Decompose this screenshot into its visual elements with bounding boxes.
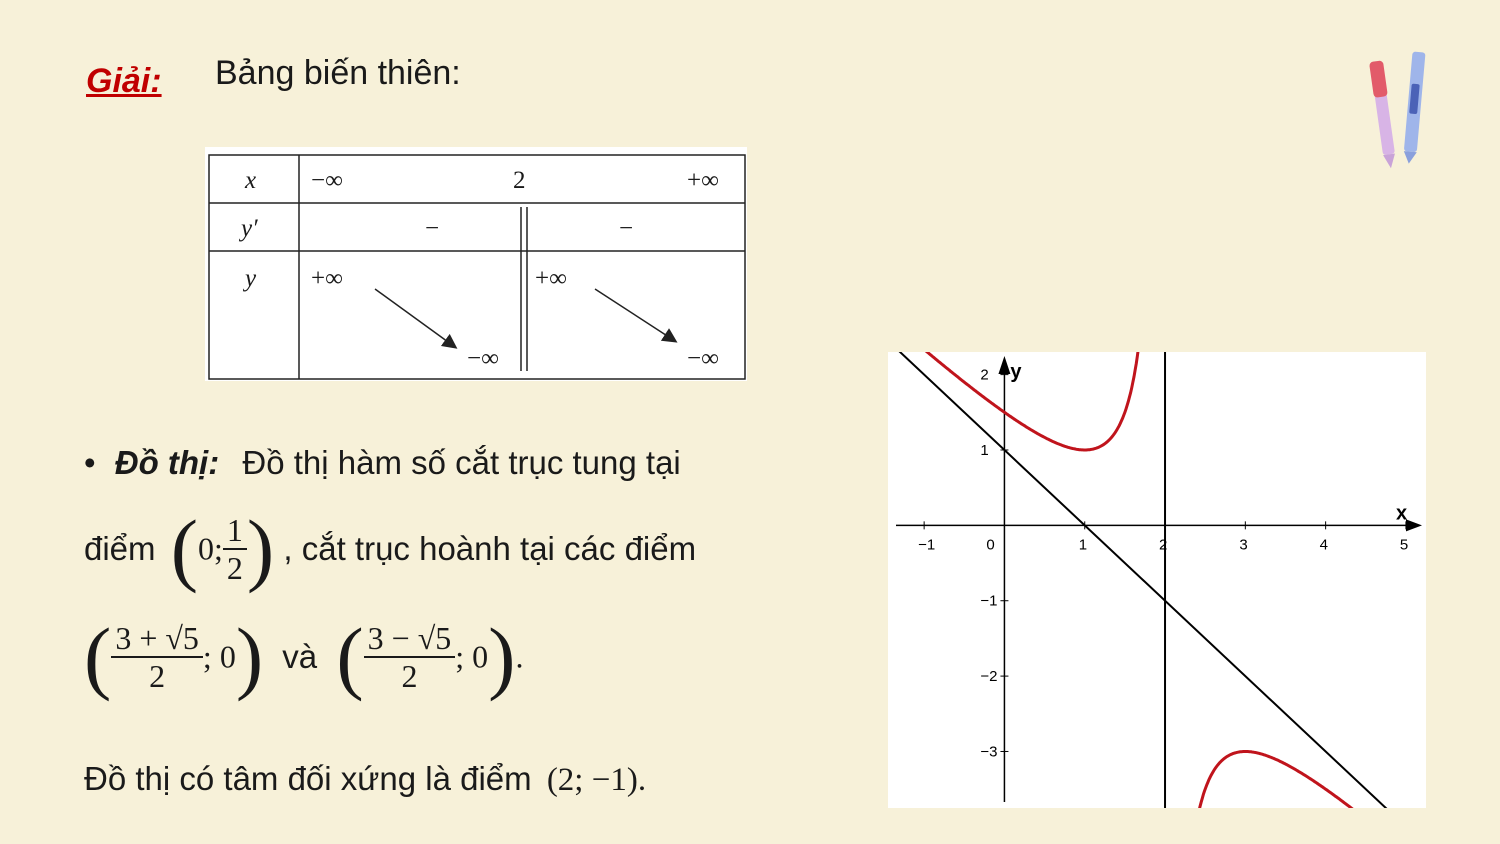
conjunction: và (282, 638, 318, 675)
point-word: điểm (84, 530, 156, 567)
bullet: • (84, 444, 96, 481)
root1-tail: ; 0 (202, 638, 236, 675)
y-axis-arrow (998, 356, 1010, 374)
x-critical-value: 2 (513, 167, 526, 194)
x-tick-label: 5 (1399, 536, 1409, 554)
y-right-bottom: −∞ (687, 345, 719, 372)
y-tick-label: −2 (980, 668, 998, 686)
row-label-x: x (245, 167, 257, 194)
end-period: . (515, 638, 524, 675)
y-intercept-sentence: Đồ thị hàm số cắt trục tung tại (242, 444, 681, 481)
x-plus-infinity: +∞ (687, 167, 719, 194)
x-tick-label: −1 (918, 536, 936, 554)
row-label-derivative: y′ (241, 215, 258, 242)
y-left-bottom: −∞ (467, 345, 499, 372)
x-tick-label: 2 (1159, 536, 1168, 554)
y-tick-label: 1 (980, 441, 989, 459)
symmetry-point: (2; −1). (546, 762, 647, 798)
y-tick-label: −3 (980, 743, 998, 761)
solution-label: Giải: (86, 62, 162, 100)
graph-description-line2: điểm (0; $\frac{1}{2}$ ) , cắt trục hoành tại các điểm (84, 503, 697, 594)
x-axis-arrow (1406, 519, 1422, 531)
y-tick-label: 2 (980, 366, 989, 384)
row-label-y: y (245, 265, 257, 292)
x-tick-label: 0 (986, 536, 995, 554)
point-x: 0; (198, 530, 223, 567)
variation-table (205, 147, 747, 381)
graph-heading: Đồ thị: (114, 444, 220, 481)
derivative-sign-right: − (619, 215, 634, 242)
y-tick-label: −1 (980, 592, 998, 610)
x-minus-infinity: −∞ (311, 167, 343, 194)
root1-fraction: $\frac{3 + √5}{2}$ (111, 620, 203, 694)
x-tick-label: 4 (1319, 536, 1328, 554)
x-axis-label: x (1396, 502, 1408, 525)
symmetry-sentence: Đồ thị có tâm đối xứng là điểm (84, 760, 532, 797)
graph-description-line1 (84, 444, 681, 482)
oblique-asymptote (888, 352, 1426, 808)
x-tick-label: 3 (1239, 536, 1248, 554)
roots-line: ( $\frac{3 + √5}{2}$ ; 0) và ( $\frac{3 - √5}{2}$ ; 0). (84, 611, 524, 702)
function-graph (888, 352, 1426, 808)
point-y-fraction: $\frac{1}{2}$ (223, 512, 247, 586)
derivative-sign-left: − (425, 215, 440, 242)
y-right-top: +∞ (535, 265, 567, 292)
pens-icon (1368, 44, 1438, 174)
y-axis-label: y (1010, 361, 1022, 383)
curve-group (888, 352, 1426, 808)
x-intercept-sentence: , cắt trục hoành tại các điểm (283, 530, 697, 567)
x-tick-label: 1 (1078, 536, 1088, 554)
root2-tail: ; 0 (455, 638, 489, 675)
y-left-top: +∞ (311, 265, 343, 292)
root2-fraction: $\frac{3 - √5}{2}$ (364, 620, 456, 694)
symmetry-line (84, 760, 646, 799)
page-title: Bảng biến thiên: (215, 54, 461, 92)
curve-right-branch (1188, 752, 1426, 809)
